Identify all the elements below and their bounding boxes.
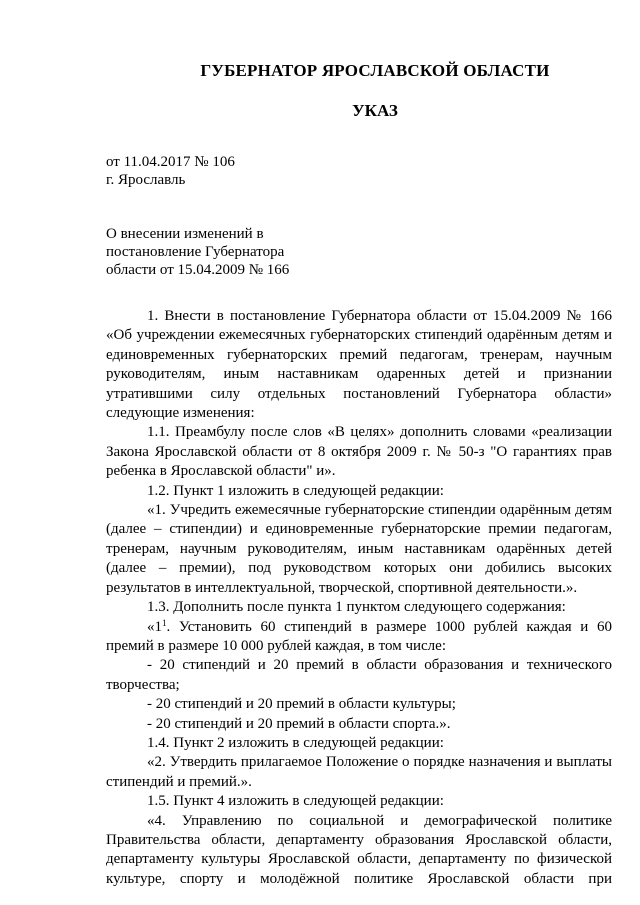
clause-superscript: 1 — [162, 617, 167, 628]
city: г. Ярославль — [106, 172, 186, 188]
list-item: - 20 стипендий и 20 премий в области спорта.». — [147, 715, 451, 732]
paragraph-1-1: 1.1. Преамбулу после слов «В целях» дополнить словами «реализации Закона Ярославской области от 8 октября 2009 г. № 50-з "О гарантиях прав ребенка в Ярославской области" и». — [106, 424, 612, 480]
list-item: - 20 стипендий и 20 премий в области образования и технического творчества; — [106, 657, 612, 693]
document-body — [106, 307, 612, 889]
paragraph-1-5: 1.5. Пункт 4 изложить в следующей редакции: — [147, 793, 444, 810]
subject-line: постановление Губернатора — [106, 244, 285, 260]
paragraph-1: 1. Внести в постановление Губернатора области от 15.04.2009 № 166 «Об учреждении ежемесячных губернаторских стипендий одарённым детям и единовременных губернаторских премий педагогам, тренерам, научным руководителям, иным наставникам одаренных детей и признании утратившими силу отдельных постановлений Губернатора области» следующие изменения: — [106, 308, 612, 422]
document-subject — [106, 225, 289, 279]
paragraph-1-4: 1.4. Пункт 2 изложить в следующей редакции: — [147, 734, 444, 751]
quoted-clause-2: «2. Утвердить прилагаемое Положение о порядке назначения и выплаты стипендий и премий.». — [106, 754, 612, 790]
paragraph-1-2: 1.2. Пункт 1 изложить в следующей редакции: — [147, 482, 444, 499]
quoted-clause-4: «4. Управлению по социальной и демографической политике Правительства области, департаменту образования Ярославской области, департаменту культуры Ярославской области, департаменту по физической культуре, спорту и молодёжной политике Ярославской области при — [106, 812, 612, 887]
clause-text: . Установить 60 стипендий в размере 1000 рублей каждая и 60 премий в размере 10 000 рублей каждая, в том числе: — [106, 618, 612, 654]
issuing-authority-heading: ГУБЕРНАТОР ЯРОСЛАВСКОЙ ОБЛАСТИ — [200, 61, 550, 80]
document-type-heading: УКАЗ — [352, 101, 398, 120]
date-number: от 11.04.2017 № 106 — [106, 154, 235, 170]
clause-number: «1 — [147, 618, 162, 635]
paragraph-1-3: 1.3. Дополнить после пункта 1 пунктом следующего содержания: — [147, 599, 566, 616]
document-meta — [106, 153, 235, 189]
subject-line: О внесении изменений в — [106, 226, 264, 242]
subject-line: области от 15.04.2009 № 166 — [106, 262, 290, 278]
quoted-clause-1-1 — [106, 618, 612, 657]
quoted-clause-1: «1. Учредить ежемесячные губернаторские стипендии одарённым детям (далее – стипендии) и единовременные губернаторские премии педагогам, тренерам, научным руководителям, иным наставникам одарённых детей (далее – премии), под руководством которых они добились высоких результатов в интеллектуальной, творческой, спортивной деятельности.». — [106, 502, 612, 596]
list-item: - 20 стипендий и 20 премий в области культуры; — [147, 696, 456, 713]
